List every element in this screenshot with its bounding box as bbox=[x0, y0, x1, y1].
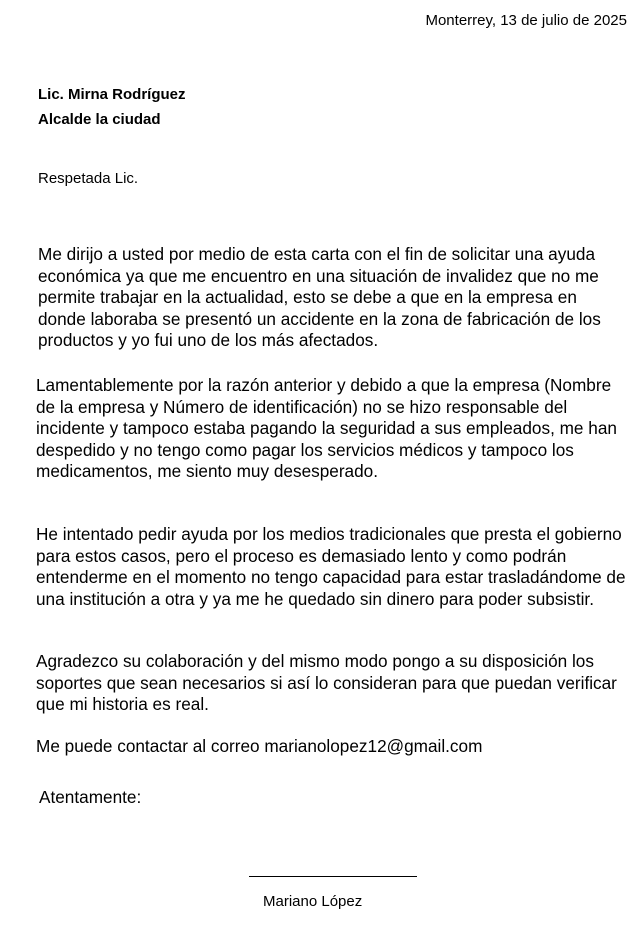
signature-name: Mariano López bbox=[263, 893, 363, 910]
signature-line bbox=[249, 876, 417, 877]
body-paragraph-2: Lamentablemente por la razón anterior y debido a que la empresa (Nombre de la empresa y Número de identificación) no se hizo responsable del incidente y tampoco estaba pagando la seguridad a sus empleados, me han despedido y no tengo como pagar los servicios médicos y tampoco los medicamentos, me siento muy desesperado. bbox=[36, 375, 617, 482]
recipient-name: Lic. Mirna Rodríguez bbox=[38, 86, 186, 103]
contact-paragraph: Me puede contactar al correo marianolopez12@gmail.com bbox=[36, 736, 483, 756]
recipient-title: Alcalde la ciudad bbox=[38, 110, 161, 128]
body-paragraph-3: He intentado pedir ayuda por los medios tradicionales que presta el gobierno para estos casos, pero el proceso es demasiado lento y como podrán entenderme en el momento no tengo capacidad para estar trasladándome de una institución a otra y ya me he quedado sin dinero para poder subsistir. bbox=[36, 524, 626, 609]
letter-date: Monterrey, 13 de julio de 2025 bbox=[425, 12, 627, 29]
salutation: Respetada Lic. bbox=[38, 170, 139, 187]
body-paragraph-1: Me dirijo a usted por medio de esta carta con el fin de solicitar una ayuda económica ya que me encuentro en una situación de invalidez que no me permite trabajar en la actualidad, esto se debe a que en la empresa en donde laboraba se presentó un accidente en la zona de fabricación de los productos y yo fui uno de los más afectados. bbox=[38, 244, 601, 351]
body-paragraph-4: Agradezco su colaboración y del mismo modo pongo a su disposición los soportes que sean necesarios si así lo consideran para que puedan verificar que mi historia es real. bbox=[36, 651, 617, 715]
recipient-block bbox=[38, 83, 186, 132]
closing: Atentamente: bbox=[39, 787, 142, 807]
